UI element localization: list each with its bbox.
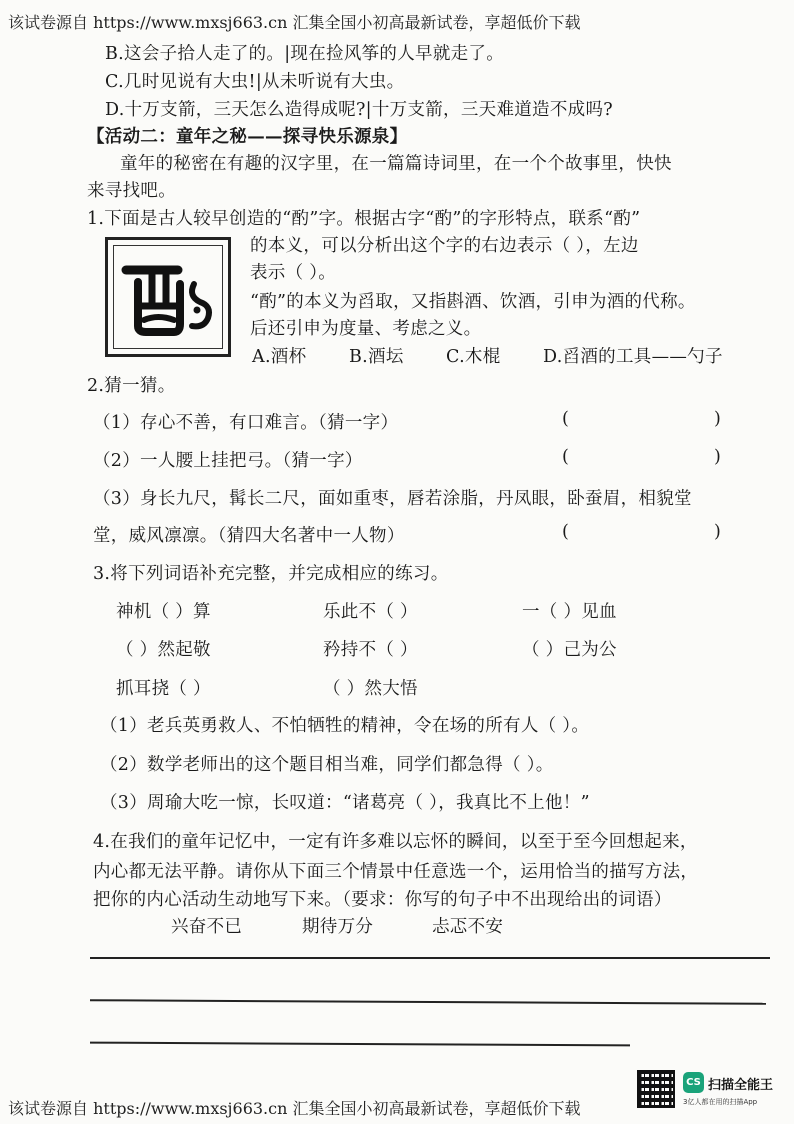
q1-option-c: C.木棍 — [446, 347, 501, 367]
q2-item-1-answer-close: ) — [714, 409, 722, 429]
answer-line-1 — [90, 957, 770, 959]
q2-item-2-answer-open: ( — [562, 447, 570, 467]
q3-word-6: （ ）己为公 — [522, 640, 617, 660]
q2-item-2: （2）一人腰上挂把弓。（猜一字） — [93, 451, 363, 471]
q1-stem-line-3: 表示（ ）。 — [250, 263, 337, 283]
q3-word-8: （ ）然大悟 — [323, 679, 418, 699]
q3-word-3: 一（ ）见血 — [522, 602, 617, 622]
q2-item-1-answer-open: ( — [562, 409, 570, 429]
q4-word-3: 忐忑不安 — [432, 917, 504, 937]
q4-word-1: 兴奋不已 — [171, 917, 243, 937]
prev-option-b: B.这会子拾人走了的。|现在捡风筝的人早就走了。 — [105, 44, 505, 64]
q3-sentence-3: （3）周瑜大吃一惊，长叹道：“诸葛亮（ ），我真比不上他！” — [100, 793, 590, 813]
page-footer-source: 该试卷源自 https://www.mxsj663.cn 汇集全国小初高最新试卷，享超低价下载 — [8, 1099, 581, 1118]
q2-item-2-answer-close: ) — [714, 447, 722, 467]
q3-title: 3.将下列词语补充完整，并完成相应的练习。 — [93, 564, 449, 584]
q4-stem-line-1: 4.在我们的童年记忆中，一定有许多难以忘怀的瞬间，以至于至今回想起来， — [93, 832, 698, 852]
q2-item-3-line-2: 堂，威风凛凛。（猜四大名著中一人物） — [93, 526, 405, 546]
activity-intro-line-2: 来寻找吧。 — [87, 181, 176, 201]
q2-item-3-answer-open: ( — [562, 522, 570, 542]
q2-item-3-line-1: （3）身长九尺，髯长二尺，面如重枣，唇若涂脂，丹凤眼，卧蚕眉，相貌堂 — [93, 489, 692, 509]
q3-word-2: 乐此不（ ） — [323, 602, 418, 622]
camscanner-logo-icon: CS — [683, 1072, 704, 1093]
prev-option-d: D.十万支箭，三天怎么造得成呢?|十万支箭，三天难道造不成吗? — [105, 100, 613, 120]
scanner-app-tagline: 3亿人都在用的扫描App — [683, 1098, 758, 1106]
q1-option-b: B.酒坛 — [349, 347, 404, 367]
q2-title: 2.猜一猜。 — [87, 376, 176, 396]
answer-line-3 — [90, 1042, 630, 1046]
q3-word-4: （ ）然起敬 — [116, 640, 211, 660]
activity-title: 【活动二：童年之秘——探寻快乐源泉】 — [87, 127, 408, 147]
q3-word-5: 矜持不（ ） — [323, 640, 418, 660]
answer-line-2 — [90, 999, 766, 1004]
ancient-zhuo-character-image — [105, 237, 231, 357]
q1-option-a: A.酒杯 — [252, 347, 307, 367]
q2-item-3-answer-close: ) — [714, 522, 722, 542]
q3-word-1: 神机（ ）算 — [116, 602, 211, 622]
q1-stem-line-1: 1.下面是古人较早创造的“酌”字。根据古字“酌”的字形特点，联系“酌” — [87, 209, 641, 229]
q1-explanation-line-1: “酌”的本义为舀取，又指斟酒、饮酒，引申为酒的代称。 — [250, 292, 696, 312]
q3-sentence-2: （2）数学老师出的这个题目相当难，同学们都急得（ ）。 — [100, 755, 554, 775]
page-header-source: 该试卷源自 https://www.mxsj663.cn 汇集全国小初高最新试卷，享超低价下载 — [8, 13, 581, 32]
activity-intro-line-1: 童年的秘密在有趣的汉字里，在一篇篇诗词里，在一个个故事里，快快 — [120, 154, 672, 174]
q4-stem-line-2: 内心都无法平静。请你从下面三个情景中任意选一个，运用恰当的描写方法， — [93, 862, 699, 882]
q1-stem-line-2: 的本义，可以分析出这个字的右边表示（ ），左边 — [250, 236, 639, 256]
q2-item-1: （1）存心不善，有口难言。（猜一字） — [93, 413, 399, 433]
q4-stem-line-3: 把你的内心活动生动地写下来。（要求：你写的句子中不出现给出的词语） — [93, 890, 672, 910]
prev-option-c: C.几时见说有大虫!|从未听说有大虫。 — [105, 72, 405, 92]
q1-option-d: D.舀酒的工具——勺子 — [543, 347, 723, 367]
q3-word-7: 抓耳挠（ ） — [116, 679, 211, 699]
scanner-app-name: 扫描全能王 — [708, 1078, 774, 1093]
q1-explanation-line-2: 后还引申为度量、考虑之义。 — [250, 319, 482, 339]
qr-code-icon — [637, 1070, 675, 1108]
ancient-zhuo-glyph — [108, 240, 228, 354]
q4-word-2: 期待万分 — [302, 917, 374, 937]
q3-sentence-1: （1）老兵英勇救人、不怕牺牲的精神，令在场的所有人（ ）。 — [100, 716, 590, 736]
